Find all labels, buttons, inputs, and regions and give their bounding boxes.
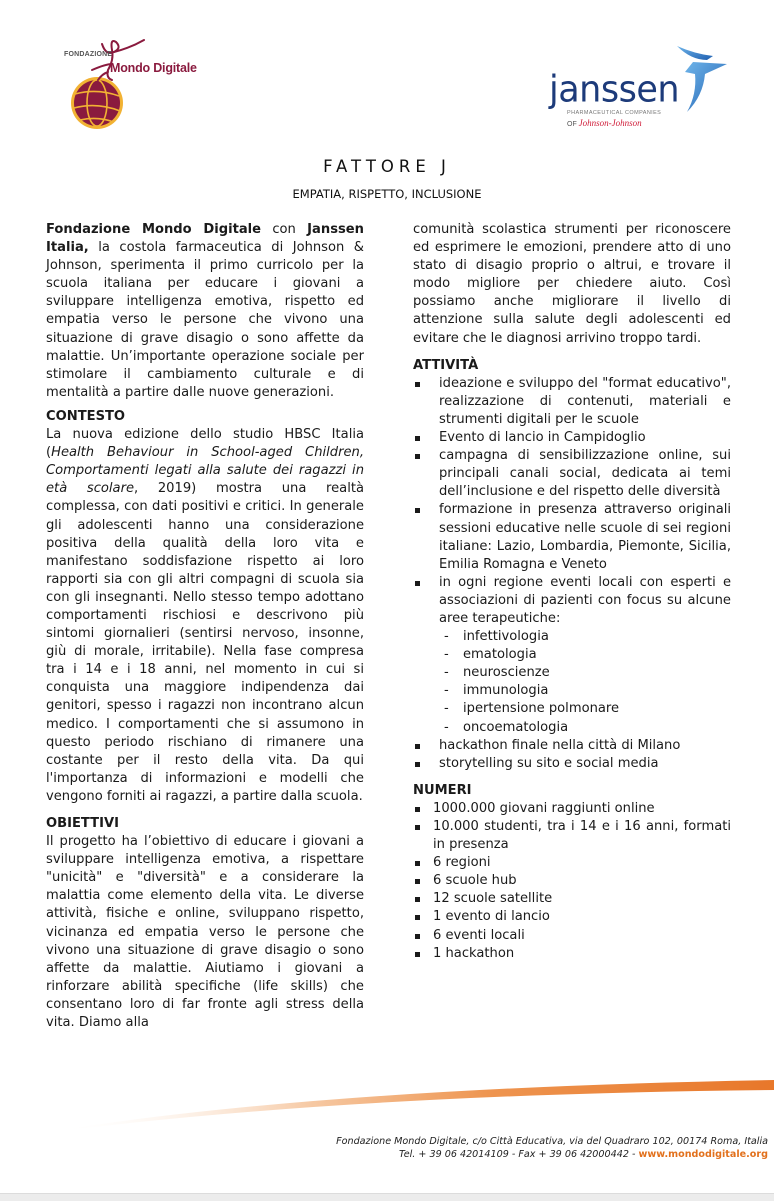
sub-list-item-text: neuroscienze [463, 665, 550, 681]
list-item-text: 6 regioni [433, 855, 491, 871]
contesto-paragraph [46, 426, 364, 806]
bullet-icon [415, 508, 420, 513]
left-column [46, 221, 364, 1032]
list-item [413, 501, 731, 573]
sub-list-item-text: ipertensione polmonare [463, 701, 620, 717]
list-item [413, 447, 731, 501]
of-text: OF [567, 121, 579, 128]
bullet-icon [415, 436, 420, 441]
orange-swoosh-decoration [0, 1060, 774, 1140]
list-item-text: campagna di sensibilizzazione online, sui principali canali social, dedicata ai temi dell’inclusione e del rispetto delle diversità [439, 448, 731, 500]
bullet-icon [415, 897, 420, 902]
globe-figure-icon [62, 30, 197, 135]
numeri-heading: NUMERI [413, 782, 472, 798]
intro-with: con [261, 222, 308, 237]
footer-website-link[interactable]: www.mondodigitale.org [638, 1149, 768, 1160]
dash-icon: - [444, 665, 449, 681]
bullet-icon [415, 581, 420, 586]
intro-org1: Fondazione Mondo Digitale [46, 222, 262, 237]
list-item [413, 872, 731, 890]
sub-list-item-text: oncoematologia [463, 719, 569, 735]
right-column [413, 221, 731, 963]
logo-mondo-digitale-text: Mondo Digitale [110, 61, 197, 75]
sub-list-item [439, 719, 731, 737]
bullet-icon [415, 825, 420, 830]
document-title: FATTORE J [323, 157, 451, 176]
bullet-icon [415, 762, 420, 767]
list-item-text: 10.000 studenti, tra i 14 e i 16 anni, formati in presenza [433, 819, 731, 853]
fondazione-mondo-digitale-logo [62, 30, 197, 135]
list-item-text: 6 scuole hub [433, 873, 517, 889]
dash-icon: - [444, 647, 449, 663]
sub-list-item-text: immunologia [463, 683, 549, 699]
list-item [413, 429, 731, 447]
intro-paragraph [46, 221, 364, 402]
list-item [413, 574, 731, 737]
attivita-heading: ATTIVITÀ [413, 357, 479, 373]
bullet-icon [415, 934, 420, 939]
sub-list-item [439, 628, 731, 646]
list-item [413, 818, 731, 854]
attivita-list [413, 375, 731, 773]
document-subtitle: EMPATIA, RISPETTO, INCLUSIONE [292, 187, 482, 201]
list-item [413, 945, 731, 963]
list-item-text: 1 hackathon [433, 945, 515, 961]
list-item [413, 375, 731, 429]
list-item-text: 1 evento di lancio [433, 909, 550, 925]
sub-list-item [439, 682, 731, 700]
footer-contact [336, 1135, 768, 1161]
sub-list-item [439, 700, 731, 718]
logo-fondazione-text: FONDAZIONE [64, 51, 113, 58]
contesto-study-name: Health Behaviour in School-aged Children, Comportamenti legati alla salute dei ragazzi in età scolare [46, 445, 364, 497]
janssen-logo [545, 40, 735, 135]
bullet-icon [415, 952, 420, 957]
list-item [413, 927, 731, 945]
numeri-list [413, 800, 731, 963]
list-item [413, 755, 731, 773]
bullet-icon [415, 744, 420, 749]
janssen-subtitle: PHARMACEUTICAL COMPANIES [567, 110, 662, 116]
list-item [413, 908, 731, 926]
list-item-text: 6 eventi locali [433, 927, 525, 943]
footer-address: Fondazione Mondo Digitale, c/o Città Educativa, via del Quadraro 102, 00174 Roma, Italia [336, 1136, 768, 1147]
contesto-text-1: La nuova edizione dello studio HBSC Italia ( [46, 427, 364, 461]
list-item-text: in ogni regione eventi locali con esperti e associazioni di pazienti con focus su alcune aree terapeutiche: [439, 574, 731, 626]
intro-org2: Janssen Italia, [46, 222, 364, 256]
list-item-text: ideazione e sviluppo del "format educativo", realizzazione di contenuti, materiali e strumenti digitali per le scuole [439, 375, 731, 427]
sub-list-item-text: ematologia [463, 647, 537, 663]
aree-terapeutiche-list [439, 628, 731, 737]
obiettivi-heading: OBIETTIVI [46, 816, 119, 831]
contesto-text-2: , 2019) mostra una realtà complessa, con dati positivi e critici. In generale gli adolescenti hanno una considerazione positiva della qualità della loro vita e manifestano soddisfazione rispetto ai loro rapporti sia con gli altri compagni di scuola sia con gli insegnanti. Nello stesso tempo adottano comportamenti rischiosi e descrivono più sintomi giornalieri (sentirsi nervoso, insonne, giù di morale, irritabile). Nella fase compresa tra i 14 e i 18 anni, nel momento in cui si conquista una maggiore indipendenza dai genitori, spesso i ragazzi non incontrano alcun medico. I comportamenti che si assumono in questo periodo rischiano di rimanere una costante per il resto della vita. Da qui l'importanza di informazioni e modelli che vengono forniti ai ragazzi, a partire dalla scuola. [46, 481, 364, 804]
bullet-icon [415, 454, 420, 459]
sub-list-item [439, 664, 731, 682]
janssen-wordmark: janssen [549, 69, 680, 111]
list-item [413, 737, 731, 755]
johnson-johnson-line [567, 118, 642, 128]
intro-text: la costola farmaceutica di Johnson & Johnson, sperimenta il primo curricolo per la scuola italiana per educare i giovani a sviluppare intelligenza emotiva, rispetto ed empatia verso le persone che vivono una situazione di grave disagio o sono affette da malattie. Un’importante operazione sociale per stimolare il cambiamento culturale e di mentalità a partire dalle nuove generazioni. [46, 240, 364, 400]
list-item-text: formazione in presenza attraverso originali sessioni educative nelle scuole di sei regioni italiane: Lazio, Lombardia, Piemonte, Sicilia, Emilia Romagna e Veneto [439, 502, 731, 572]
list-item [413, 854, 731, 872]
list-item [413, 890, 731, 908]
list-item-text: storytelling su sito e social media [439, 755, 659, 771]
list-item-text: 12 scuole satellite [433, 891, 553, 907]
footer-phone-line [336, 1148, 768, 1161]
list-item-text: hackathon finale nella città di Milano [439, 737, 681, 753]
list-item-text: 1000.000 giovani raggiunti online [433, 800, 655, 816]
bullet-icon [415, 879, 420, 884]
sub-list-item-text: infettivologia [463, 629, 549, 645]
dash-icon: - [444, 701, 449, 717]
bullet-icon [415, 861, 420, 866]
dash-icon: - [444, 683, 449, 699]
sub-list-item [439, 646, 731, 664]
contesto-heading: CONTESTO [46, 408, 126, 424]
bullet-icon [415, 807, 420, 812]
footer-phone-fax: Tel. + 39 06 42014109 - Fax + 39 06 42000442 - [399, 1149, 639, 1160]
list-item [413, 800, 731, 818]
dash-icon: - [444, 719, 449, 735]
bullet-icon [415, 915, 420, 920]
bullet-icon [415, 382, 420, 387]
obiettivi-paragraph-left: Il progetto ha l’obiettivo di educare i giovani a sviluppare intelligenza emotiva, a rispettare "unicità" e "diversità" e a considerare la malattia come elemento della vita. Le diverse attività, fisiche e online, sviluppano rispetto, vicinanza ed empatia verso le persone che vivono una situazione di grave disagio o sono affette da malattie. Aiutiamo i giovani a rinforzare abilità specifiche (life skills) che consentano loro di far fronte agli stress della vita. Diamo alla [46, 834, 364, 1031]
johnson-johnson-wordmark: Johnson-Johnson [578, 118, 642, 128]
list-item-text: Evento di lancio in Campidoglio [439, 430, 646, 446]
dash-icon: - [444, 629, 449, 645]
obiettivi-paragraph-right: comunità scolastica strumenti per riconoscere ed esprimere le emozioni, prendere atto di uno stato di disagio proprio o altrui, e trovare il modo migliore per chiedere aiuto. Così possiamo anche migliorare il livello di attenzione sulla salute degli adolescenti ed evitare che le diagnosi arrivino troppo tardi. [413, 222, 731, 346]
